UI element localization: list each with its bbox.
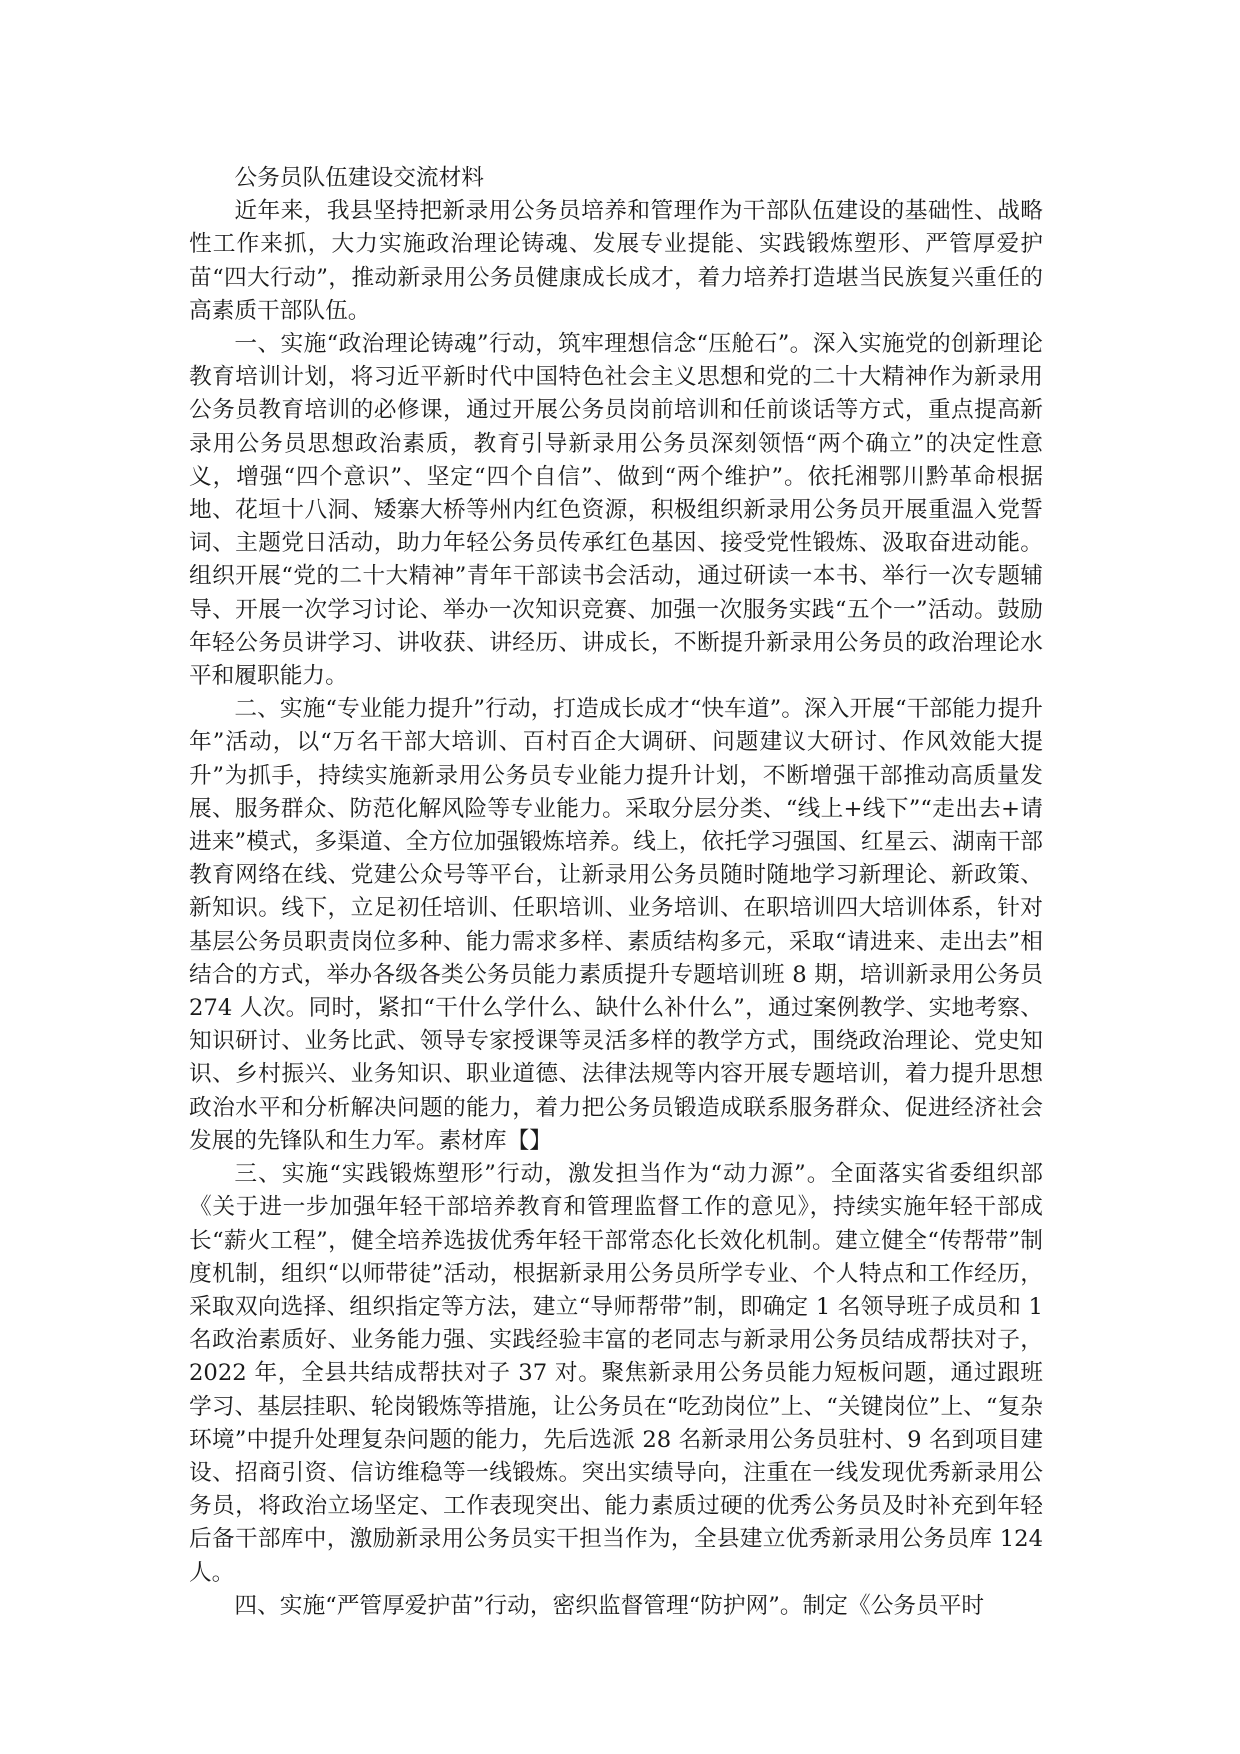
- paragraph-section-4: 四、实施“严管厚爱护苗”行动，密织监督管理“防护网”。制定《公务员平时: [234, 1592, 985, 1619]
- paragraph-intro: 近年来，我县坚持把新录用公务员培养和管理作为干部队伍建设的基础性、战略性工作来抓，大力实施政治理论铸魂、发展专业提能、实践锻炼塑形、严管厚爱护苗“四大行动”，推动新录用公务员健康成长成才，着力培养打造堪当民族复兴重任的高素质干部队伍。: [189, 198, 1043, 324]
- document-title: 公务员队伍建设交流材料: [234, 165, 484, 191]
- document-body: [189, 162, 1043, 1623]
- paragraph-section-3: 三、实施“实践锻炼塑形”行动，激发担当作为“动力源”。全面落实省委组织部《关于进一步加强年轻干部培养教育和管理监督工作的意见》，持续实施年轻干部成长“薪火工程”，健全培养选拔优秀年轻干部常态化长效化机制。建立健全“传帮带”制度机制，组织“以师带徒”活动，根据新录用公务员所学专业、个人特点和工作经历，采取双向选择、组织指定等方法，建立“导师帮带”制，即确定 1 名领导班子成员和 1 名政治素质好、业务能力强、实践经验丰富的老同志与新录用公务员结成帮扶对子，2022 年，全县共结成帮扶对子 37 对。聚焦新录用公务员能力短板问题，通过跟班学习、基层挂职、轮岗锻炼等措施，让公务员在“吃劲岗位”上、“关键岗位”上、“复杂环境”中提升处理复杂问题的能力，先后选派 28 名新录用公务员驻村、9 名到项目建设、招商引资、信访维稳等一线锻炼。突出实绩导向，注重在一线发现优秀新录用公务员，将政治立场坚定、工作表现突出、能力素质过硬的优秀公务员及时补充到年轻后备干部库中，激励新录用公务员实干担当作为，全县建立优秀新录用公务员库 124 人。: [189, 1161, 1043, 1586]
- paragraph-section-2: 二、实施“专业能力提升”行动，打造成长成才“快车道”。深入开展“干部能力提升年”活动，以“万名干部大培训、百村百企大调研、问题建议大研讨、作风效能大提升”为抓手，持续实施新录用公务员专业能力提升计划，不断增强干部推动高质量发展、服务群众、防范化解风险等专业能力。采取分层分类、“线上+线下”“走出去+请进来”模式，多渠道、全方位加强锻炼培养。线上，依托学习强国、红星云、湖南干部教育网络在线、党建公众号等平台，让新录用公务员随时随地学习新理论、新政策、新知识。线下，立足初任培训、任职培训、业务培训、在职培训四大培训体系，针对基层公务员职责岗位多种、能力需求多样、素质结构多元，采取“请进来、走出去”相结合的方式，举办各级各类公务员能力素质提升专题培训班 8 期，培训新录用公务员 274 人次。同时，紧扣“干什么学什么、缺什么补什么”，通过案例教学、实地考察、知识研讨、业务比武、领导专家授课等灵活多样的教学方式，围绕政治理论、党史知识、乡村振兴、业务知识、职业道德、法律法规等内容开展专题培训，着力提升思想政治水平和分析解决问题的能力，着力把公务员锻造成联系服务群众、促进经济社会发展的先锋队和生力军。素材库【】: [189, 696, 1043, 1154]
- paragraph-section-1: 一、实施“政治理论铸魂”行动，筑牢理想信念“压舱石”。深入实施党的创新理论教育培训计划，将习近平新时代中国特色社会主义思想和党的二十大精神作为新录用公务员教育培训的必修课，通过开展公务员岗前培训和任前谈话等方式，重点提高新录用公务员思想政治素质，教育引导新录用公务员深刻领悟“两个确立”的决定性意义，增强“四个意识”、坚定“四个自信”、做到“两个维护”。依托湘鄂川黔革命根据地、花垣十八洞、矮寨大桥等州内红色资源，积极组织新录用公务员开展重温入党誓词、主题党日活动，助力年轻公务员传承红色基因、接受党性锻炼、汲取奋进动能。组织开展“党的二十大精神”青年干部读书会活动，通过研读一本书、举行一次专题辅导、开展一次学习讨论、举办一次知识竞赛、加强一次服务实践“五个一”活动。鼓励年轻公务员讲学习、讲收获、讲经历、讲成长，不断提升新录用公务员的政治理论水平和履职能力。: [189, 331, 1043, 690]
